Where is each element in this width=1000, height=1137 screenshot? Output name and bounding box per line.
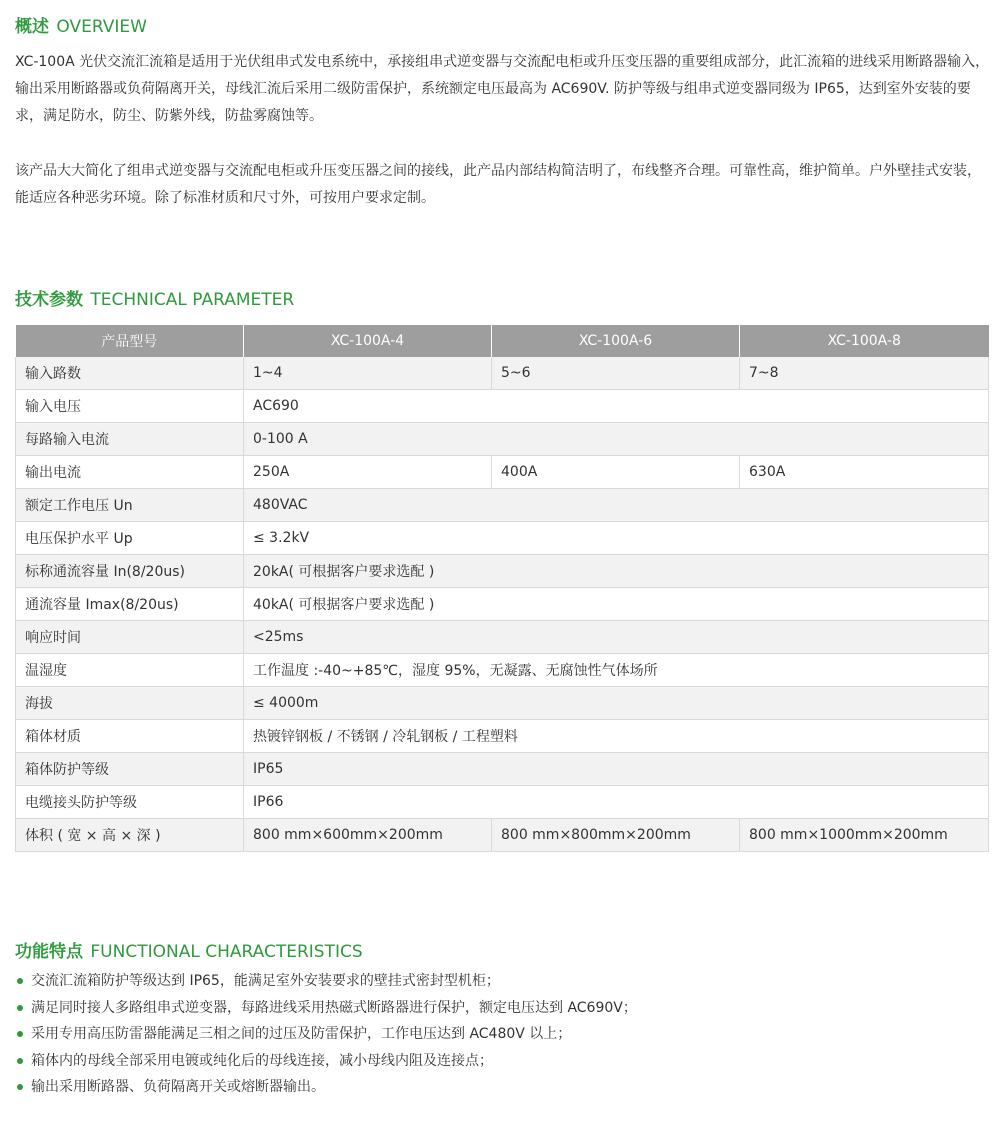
- table-row: [16, 522, 989, 555]
- table-row: [16, 489, 989, 522]
- header-cell-model-8: XC-100A-8: [740, 325, 989, 357]
- table-row: [16, 720, 989, 753]
- table-row: [16, 786, 989, 819]
- list-item: [15, 1048, 637, 1075]
- param-label: 输出电流: [16, 456, 244, 489]
- header-cell-model-4: XC-100A-4: [244, 325, 492, 357]
- functional-title-zh: 功能特点: [15, 942, 83, 962]
- table-row: [16, 357, 989, 390]
- table-row: [16, 423, 989, 456]
- table-header-row: [16, 325, 989, 357]
- table-row: [16, 753, 989, 786]
- functional-title-en: FUNCTIONAL CHARACTERISTICS: [90, 942, 363, 962]
- param-value: 工作温度 :-40~+85℃，湿度 95%，无凝露、无腐蚀性气体场所: [244, 654, 989, 687]
- param-value: 40kA( 可根据客户要求选配 ): [244, 588, 989, 621]
- param-label: 输入路数: [16, 357, 244, 390]
- list-item: [15, 995, 637, 1022]
- table-row: [16, 654, 989, 687]
- param-value: 800 mm×1000mm×200mm: [740, 819, 989, 852]
- param-value: 250A: [244, 456, 492, 489]
- header-cell-model-label: 产品型号: [16, 325, 244, 357]
- feature-text: 采用专用高压防雷器能满足三相之间的过压及防雷保护，工作电压达到 AC480V 以上；: [31, 1026, 572, 1042]
- param-label: 海拔: [16, 687, 244, 720]
- bullet-dot-icon: [17, 1031, 23, 1037]
- param-value: 5~6: [492, 357, 740, 390]
- param-value: 400A: [492, 456, 740, 489]
- technical-parameter-table: [15, 325, 989, 852]
- param-value: 480VAC: [244, 489, 989, 522]
- param-label: 额定工作电压 Un: [16, 489, 244, 522]
- functional-heading: [15, 941, 363, 963]
- overview-heading: [15, 16, 147, 38]
- overview-paragraph-1: XC-100A 光伏交流汇流箱是适用于光伏组串式发电系统中，承接组串式逆变器与交流配电柜或升压变压器的重要组成部分，此汇流箱的进线采用断路器输入，输出采用断路器或负荷隔离开关，母线汇流后采用二级防雷保护，系统额定电压最高为 AC690V. 防护等级与组串式逆变器同级为 IP65，达到室外安装的要求，满足防水，防尘、防紫外线，防盐雾腐蚀等。: [15, 54, 990, 124]
- param-value: 20kA( 可根据客户要求选配 ): [244, 555, 989, 588]
- bullet-dot-icon: [17, 1058, 23, 1064]
- param-label: 响应时间: [16, 621, 244, 654]
- param-label: 通流容量 Imax(8/20us): [16, 588, 244, 621]
- param-value: 7~8: [740, 357, 989, 390]
- table-row: [16, 390, 989, 423]
- param-label: 箱体材质: [16, 720, 244, 753]
- feature-text: 箱体内的母线全部采用电镀或纯化后的母线连接，减小母线内阻及连接点；: [31, 1052, 493, 1069]
- param-value: 1~4: [244, 357, 492, 390]
- table-row: [16, 621, 989, 654]
- overview-title-en: OVERVIEW: [56, 17, 147, 37]
- param-value: 630A: [740, 456, 989, 489]
- list-item: [15, 1074, 637, 1101]
- feature-text: 交流汇流箱防护等级达到 IP65，能满足室外安装要求的壁挂式密封型机柜；: [31, 973, 500, 989]
- param-label: 温湿度: [16, 654, 244, 687]
- param-value: 800 mm×800mm×200mm: [492, 819, 740, 852]
- param-label: 电缆接头防护等级: [16, 786, 244, 819]
- param-label: 输入电压: [16, 390, 244, 423]
- table-row: [16, 588, 989, 621]
- technical-heading: [15, 289, 294, 311]
- param-value: 热镀锌钢板 / 不锈钢 / 冷轧钢板 / 工程塑料: [244, 720, 989, 753]
- param-label: 标称通流容量 In(8/20us): [16, 555, 244, 588]
- bullet-dot-icon: [17, 1005, 23, 1011]
- overview-title-zh: 概述: [15, 17, 49, 37]
- header-cell-model-6: XC-100A-6: [492, 325, 740, 357]
- table-row: [16, 555, 989, 588]
- param-label: 箱体防护等级: [16, 753, 244, 786]
- feature-text: 输出采用断路器、负荷隔离开关或熔断器输出。: [31, 1079, 325, 1095]
- table-row: [16, 819, 989, 852]
- list-item: [15, 968, 637, 995]
- param-value: IP66: [244, 786, 989, 819]
- technical-title-zh: 技术参数: [15, 290, 83, 310]
- param-value: ≤ 3.2kV: [244, 522, 989, 555]
- overview-paragraph-2: 该产品大大简化了组串式逆变器与交流配电柜或升压变压器之间的接线，此产品内部结构简洁明了，布线整齐合理。可靠性高，维护简单。户外壁挂式安装，能适应各种恶劣环境。除了标准材质和尺寸外，可按用户要求定制。: [15, 163, 981, 206]
- param-value: IP65: [244, 753, 989, 786]
- param-value: <25ms: [244, 621, 989, 654]
- param-label: 体积 ( 宽 × 高 × 深 ): [16, 819, 244, 852]
- bullet-dot-icon: [17, 978, 23, 984]
- technical-title-en: TECHNICAL PARAMETER: [90, 290, 295, 310]
- table-row: [16, 456, 989, 489]
- list-item: [15, 1021, 637, 1048]
- param-value: 800 mm×600mm×200mm: [244, 819, 492, 852]
- param-value: ≤ 4000m: [244, 687, 989, 720]
- functional-list: [15, 968, 637, 1101]
- param-value: AC690: [244, 390, 989, 423]
- feature-text: 满足同时接人多路组串式逆变器，每路进线采用热磁式断路器进行保护，额定电压达到 AC690V；: [31, 999, 637, 1016]
- param-label: 电压保护水平 Up: [16, 522, 244, 555]
- bullet-dot-icon: [17, 1084, 23, 1090]
- param-value: 0-100 A: [244, 423, 989, 456]
- param-label: 每路输入电流: [16, 423, 244, 456]
- table-row: [16, 687, 989, 720]
